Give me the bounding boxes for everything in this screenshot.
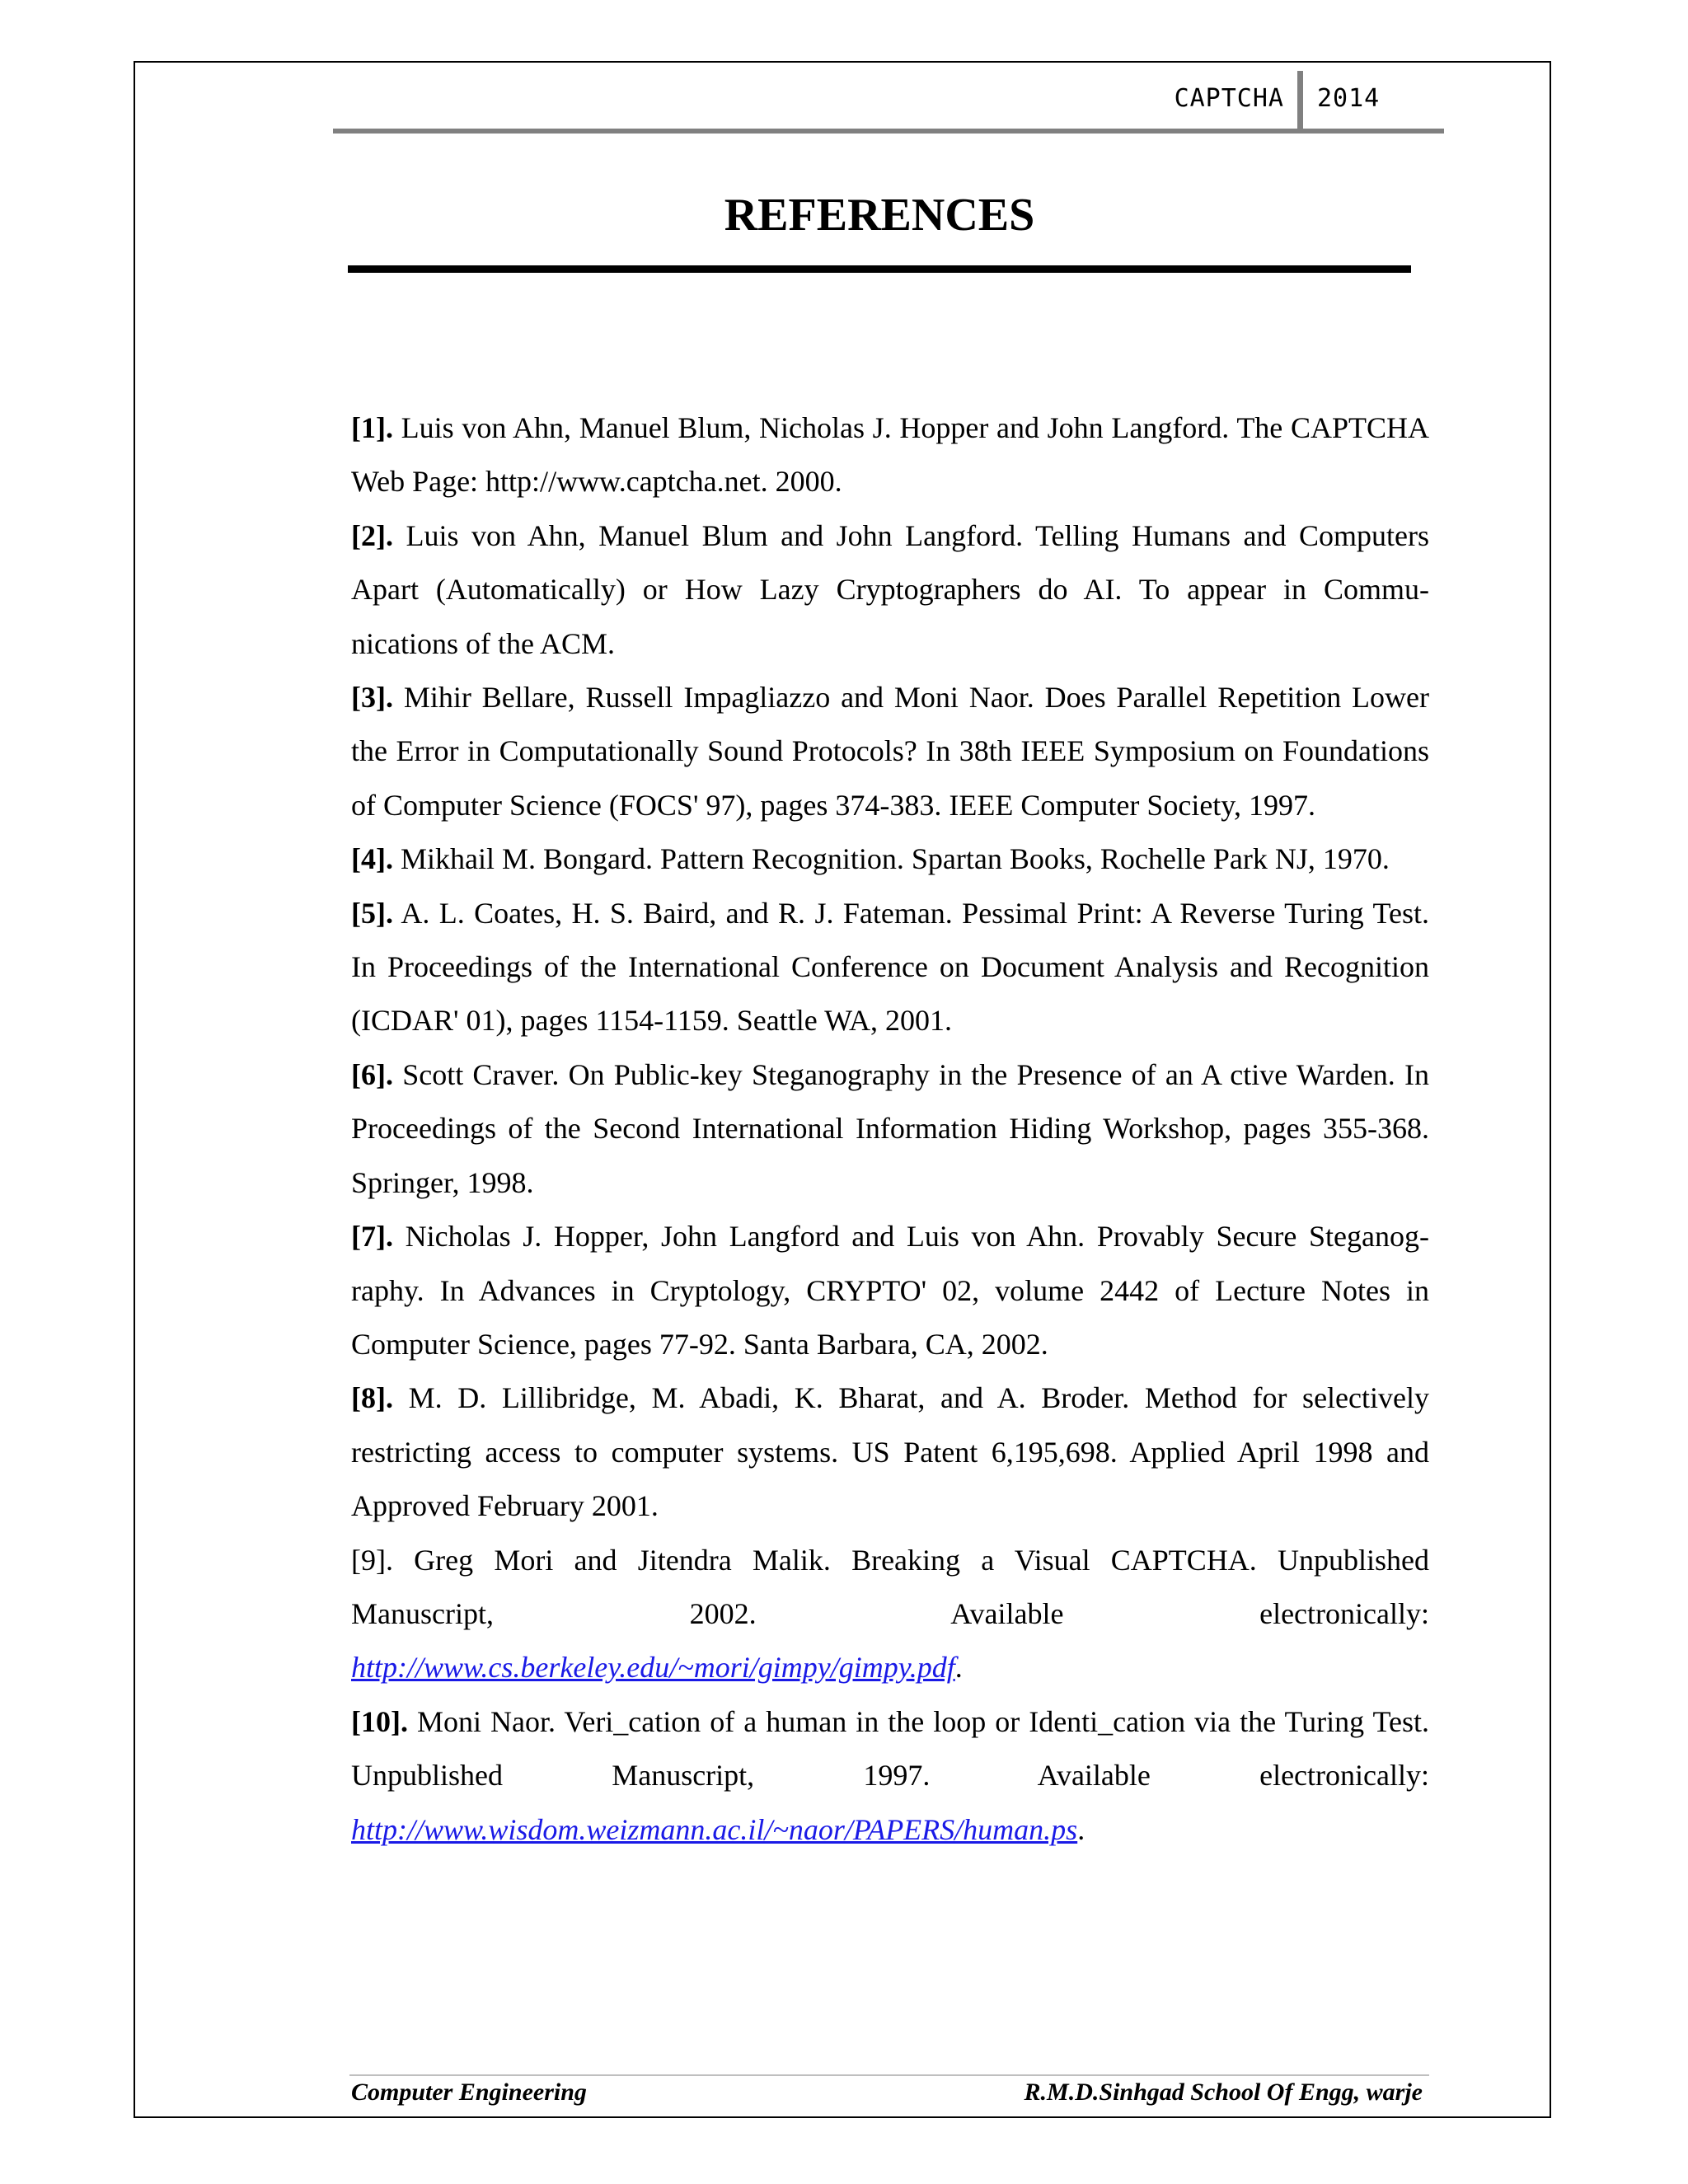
reference-text: Moni Naor. Veri_cation of a human in the loop or Identi_cation via the Turing Test. Unpublished Manuscript, 1997. Available electronically: — [351, 1704, 1429, 1793]
header-title: CAPTCHA — [1174, 84, 1284, 113]
header-divider — [1297, 71, 1303, 129]
reference-item — [351, 401, 1429, 509]
reference-text: Luis von Ahn, Manuel Blum, Nicholas J. Hopper and John Langford. The CAPTCHA Web Page: http://www.captcha.net. 2000. — [351, 411, 1429, 499]
footer-institution: R.M.D.Sinhgad School Of Engg, warje — [1024, 2079, 1423, 2106]
reference-item — [351, 832, 1429, 886]
reference-text: M. D. Lillibridge, M. Abadi, K. Bharat, and A. Broder. Method for selectively restricting access to computer systems. US Patent 6,195,698. Applied April 1998 and Approved February 2001. — [351, 1381, 1429, 1523]
title-rule — [348, 265, 1411, 273]
reference-item — [351, 887, 1429, 1048]
reference-number: [4]. — [351, 842, 393, 876]
page-title: REFERENCES — [724, 190, 1035, 241]
running-header — [333, 69, 1444, 135]
reference-item — [351, 1371, 1429, 1533]
reference-number: [3]. — [351, 681, 393, 715]
reference-number: [1]. — [351, 411, 393, 444]
reference-number: [10]. — [351, 1704, 408, 1738]
footer-department: Computer Engineering — [351, 2079, 587, 2106]
footer-rule — [349, 2074, 1429, 2076]
reference-item — [351, 509, 1429, 671]
reference-text: Greg Mori and Jitendra Malik. Breaking a Visual CAPTCHA. Unpublished Manuscript, 2002. Available electronically: — [351, 1543, 1429, 1630]
reference-item — [351, 1534, 1429, 1695]
reference-item — [351, 1048, 1429, 1210]
reference-text: Mihir Bellare, Russell Impagliazzo and Moni Naor. Does Parallel Repetition Lower the Error in Computationally Sound Protocols? In 38th IEEE Symposium on Foundations of Computer Science (FOCS' 97), pages 374-383. IEEE Computer Society, 1997. — [351, 681, 1429, 822]
header-rule — [333, 129, 1444, 134]
reference-text: Mikhail M. Bongard. Pattern Recognition. Spartan Books, Rochelle Park NJ, 1970. — [392, 842, 1390, 876]
reference-number: [8]. — [351, 1381, 393, 1415]
reference-text: A. L. Coates, H. S. Baird, and R. J. Fateman. Pessimal Print: A Reverse Turing Test. In Proceedings of the International Conference on Document Analysis and Recognition (ICDAR' 01), pages 1154-1159. Seattle WA, 2001. — [351, 896, 1429, 1038]
reference-link-suffix: . — [954, 1651, 963, 1685]
reference-link[interactable]: http://www.cs.berkeley.edu/~mori/gimpy/gimpy.pdf — [351, 1651, 955, 1685]
header-year: 2014 — [1317, 84, 1381, 113]
reference-link[interactable]: http://www.wisdom.weizmann.ac.il/~naor/PAPERS/human.ps — [351, 1812, 1078, 1846]
reference-text: Scott Craver. On Public-key Steganography in the Presence of an A ctive Warden. In Proceedings of the Second International Information Hiding Workshop, pages 355-368. Springer, 1998. — [351, 1057, 1429, 1199]
reference-number: [9]. — [351, 1543, 393, 1577]
reference-number: [7]. — [351, 1220, 393, 1254]
reference-number: [2]. — [351, 518, 393, 552]
reference-list — [351, 401, 1429, 1857]
reference-item — [351, 671, 1429, 832]
reference-item — [351, 1210, 1429, 1371]
reference-text: Nicholas J. Hopper, John Langford and Luis von Ahn. Provably Secure Steganog- raphy. In Advances in Cryptology, CRYPTO' 02, volume 2442 of Lecture Notes in Computer Science, pages 77-92. Santa Barbara, CA, 2002. — [351, 1220, 1429, 1361]
reference-link-suffix: . — [1077, 1812, 1085, 1846]
reference-text: Luis von Ahn, Manuel Blum and John Langford. Telling Humans and Computers Apart (Automatically) or How Lazy Cryptographers do AI. To appear in Commu- nications of the ACM. — [351, 518, 1429, 660]
reference-number: [5]. — [351, 896, 393, 930]
reference-number: [6]. — [351, 1057, 393, 1091]
reference-item — [351, 1695, 1429, 1857]
